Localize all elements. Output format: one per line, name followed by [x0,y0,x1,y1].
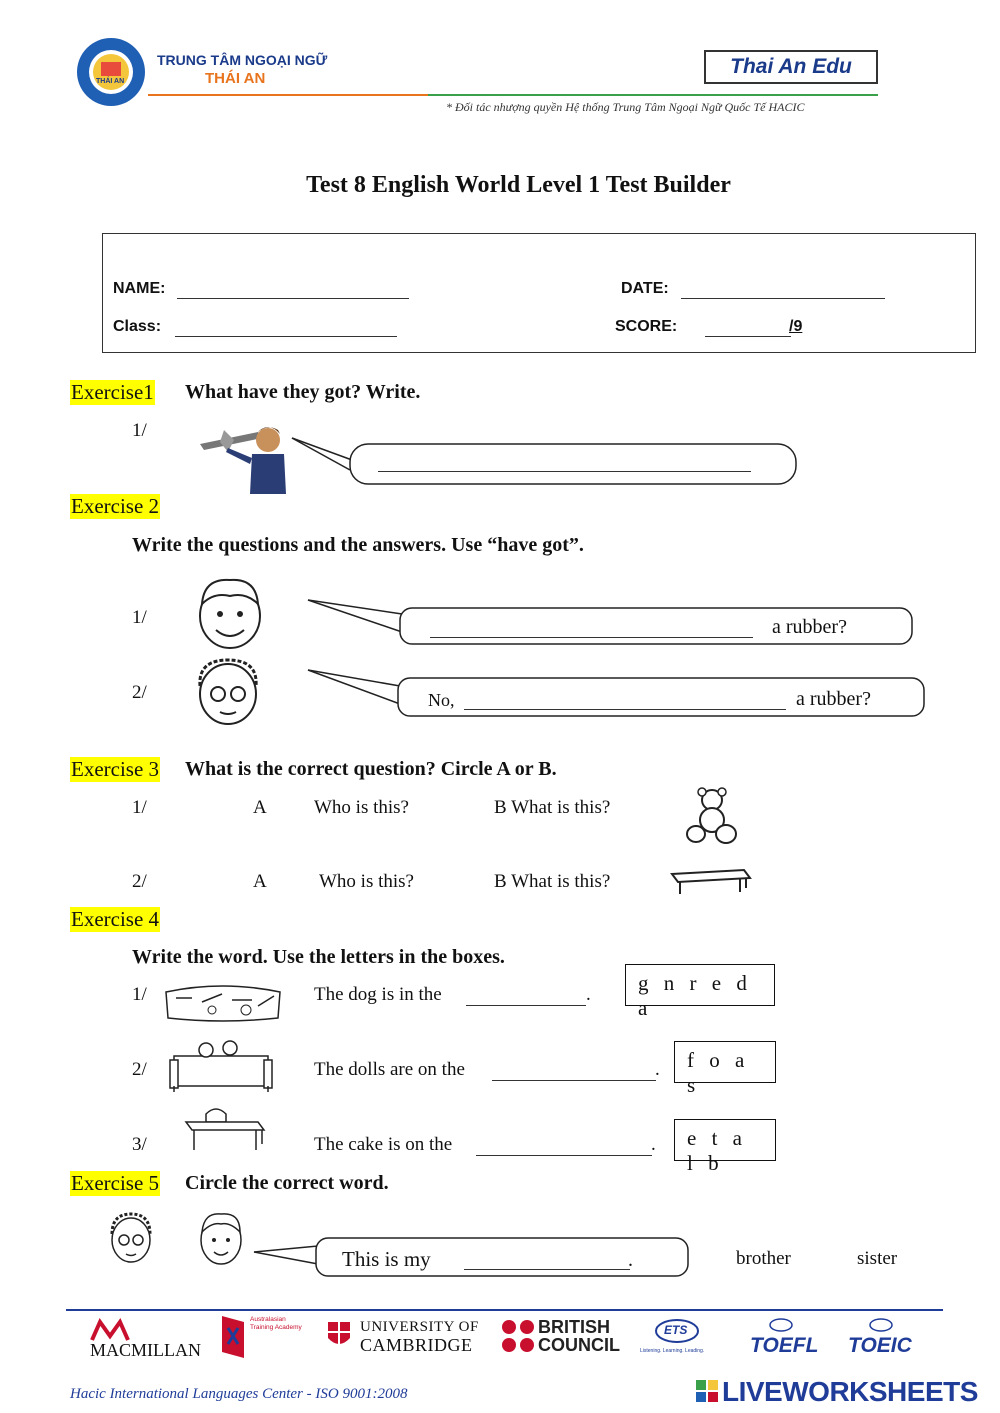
partner-note: * Đối tác nhượng quyền Hệ thống Trung Tâm Ngoại Ngữ Quốc Tế HACIC [446,100,805,114]
ex5-sentence: This is my [342,1247,431,1271]
ex4-item2-number: 2/ [132,1059,147,1080]
ex5-option-sister[interactable]: sister [857,1248,898,1269]
cambridge-line1: UNIVERSITY OF [360,1319,479,1335]
british-council-line2: COUNCIL [538,1335,620,1355]
ex4-item1-answer-input[interactable] [466,986,586,1006]
exercise4-label: Exercise 4 [71,907,160,931]
class-field[interactable] [175,321,397,337]
ex4-item2-period: . [655,1059,660,1080]
date-field[interactable] [681,283,885,299]
header-rule-orange [148,94,428,96]
ex2-q2-suffix: a rubber? [796,688,871,710]
footer-rule [66,1309,943,1311]
exercise5-label: Exercise 5 [71,1171,160,1195]
brand-box: Thai An Edu [704,50,878,84]
ex4-item3-period: . [651,1134,656,1155]
toeic-logo: TOEIC [848,1334,912,1357]
exercise5-instruction: Circle the correct word. [185,1172,389,1194]
exercise3-label: Exercise 3 [71,757,160,781]
exercise2-label: Exercise 2 [71,494,160,518]
date-label: DATE: [621,280,669,297]
ex4-item3-sentence: The cake is on the [314,1134,453,1155]
ex3-item1-option-b[interactable]: B What is this? [494,797,611,818]
ex4-item1-letters: g n r e d a [625,964,775,1006]
teddy-bears-icon [680,784,744,848]
boy-face-small-icon [194,1206,248,1270]
british-council-dots-icon [500,1318,536,1354]
score-total: /9 [789,318,803,335]
ex4-item3-answer-input[interactable] [476,1136,652,1156]
center-name-line1: TRUNG TÂM NGOẠI NGỮ [157,52,328,68]
header-rule-green [428,94,878,96]
ex3-item1-option-a-text[interactable]: Who is this? [314,797,409,818]
ex4-item3-letters: e t a l b [674,1119,776,1161]
exercise3-instruction: What is the correct question? Circle A or B. [185,758,557,780]
ex1-answer-input[interactable] [378,452,751,472]
name-label: NAME: [113,280,166,297]
girl-face-icon [106,1210,156,1270]
ex4-item1-number: 1/ [132,984,147,1005]
table-with-cake-icon [184,1100,266,1152]
exercise1-instruction: What have they got? Write. [185,381,421,403]
boy-with-plane-icon [198,418,290,496]
ets-tagline: Listening. Learning. Leading. [640,1348,705,1354]
garden-icon [162,978,284,1024]
ex4-item2-letters: f o a s [674,1041,776,1083]
ata-logo-icon [218,1314,248,1360]
boy-face-icon [190,574,270,652]
ex2-q2-prefix: No, [428,690,455,710]
logo-badge-text: THÁI AN [96,78,125,85]
ex4-item1-period: . [586,984,591,1005]
macmillan-logo: MACMILLAN [90,1340,201,1360]
ex5-period: . [628,1249,633,1271]
ets-logo-text: ETS [664,1323,688,1337]
ex2-q1-number: 1/ [132,607,147,628]
ata-logo-text: Australasian Training Academy [250,1316,302,1331]
class-label: Class: [113,318,162,335]
ex4-item3-number: 3/ [132,1134,147,1155]
ex3-item2-number: 2/ [132,871,147,892]
ex2-q2-answer-input[interactable] [464,690,786,710]
toefl-logo: TOEFL [750,1334,819,1357]
cambridge-crest-icon [326,1320,352,1350]
exercise2-instruction: Write the questions and the answers. Use “have got”. [132,534,584,556]
center-logo [77,38,145,106]
exercise1-label: Exercise1 [71,380,154,404]
ex1-item-number: 1/ [132,420,147,441]
ex3-item2-option-b[interactable]: B What is this? [494,871,611,892]
student-info-box [102,233,976,353]
ex4-item1-sentence: The dog is in the [314,984,442,1005]
toeic-ets-icon [868,1318,894,1332]
ex3-item2-option-a-text[interactable]: Who is this? [319,871,414,892]
liveworksheets-logo: LIVEWORKSHEETS [722,1376,978,1407]
page-title: Test 8 English World Level 1 Test Builder [306,172,731,198]
ex4-item2-sentence: The dolls are on the [314,1059,465,1080]
ex2-q2-number: 2/ [132,682,147,703]
sofa-with-dolls-icon [168,1036,274,1092]
footer-center-info: Hacic International Languages Center - ISO 9001:2008 [70,1386,408,1402]
score-label: SCORE: [615,318,678,335]
ex2-q1-suffix: a rubber? [772,616,847,638]
british-council-line1: BRITISH [538,1317,610,1337]
ex3-item2-option-a-letter[interactable]: A [253,871,267,892]
ex4-item2-answer-input[interactable] [492,1061,656,1081]
center-name-line2: THÁI AN [205,70,266,87]
ex2-q1-answer-input[interactable] [430,618,753,638]
score-field[interactable] [705,321,791,337]
ex5-option-brother[interactable]: brother [736,1248,791,1269]
center-logo-icon [77,38,145,106]
liveworksheets-logo-icon [696,1380,720,1406]
cambridge-line2: CAMBRIDGE [360,1335,473,1355]
name-field[interactable] [177,283,409,299]
toefl-ets-icon [768,1318,794,1332]
macmillan-logo-icon [90,1318,130,1342]
girl-with-glasses-face-icon [190,654,268,730]
ex3-item1-option-a-letter[interactable]: A [253,797,267,818]
ex3-item1-number: 1/ [132,797,147,818]
exercise4-instruction: Write the word. Use the letters in the boxes. [132,946,505,968]
ex5-answer-input[interactable] [464,1250,630,1270]
table-icon [668,866,754,896]
